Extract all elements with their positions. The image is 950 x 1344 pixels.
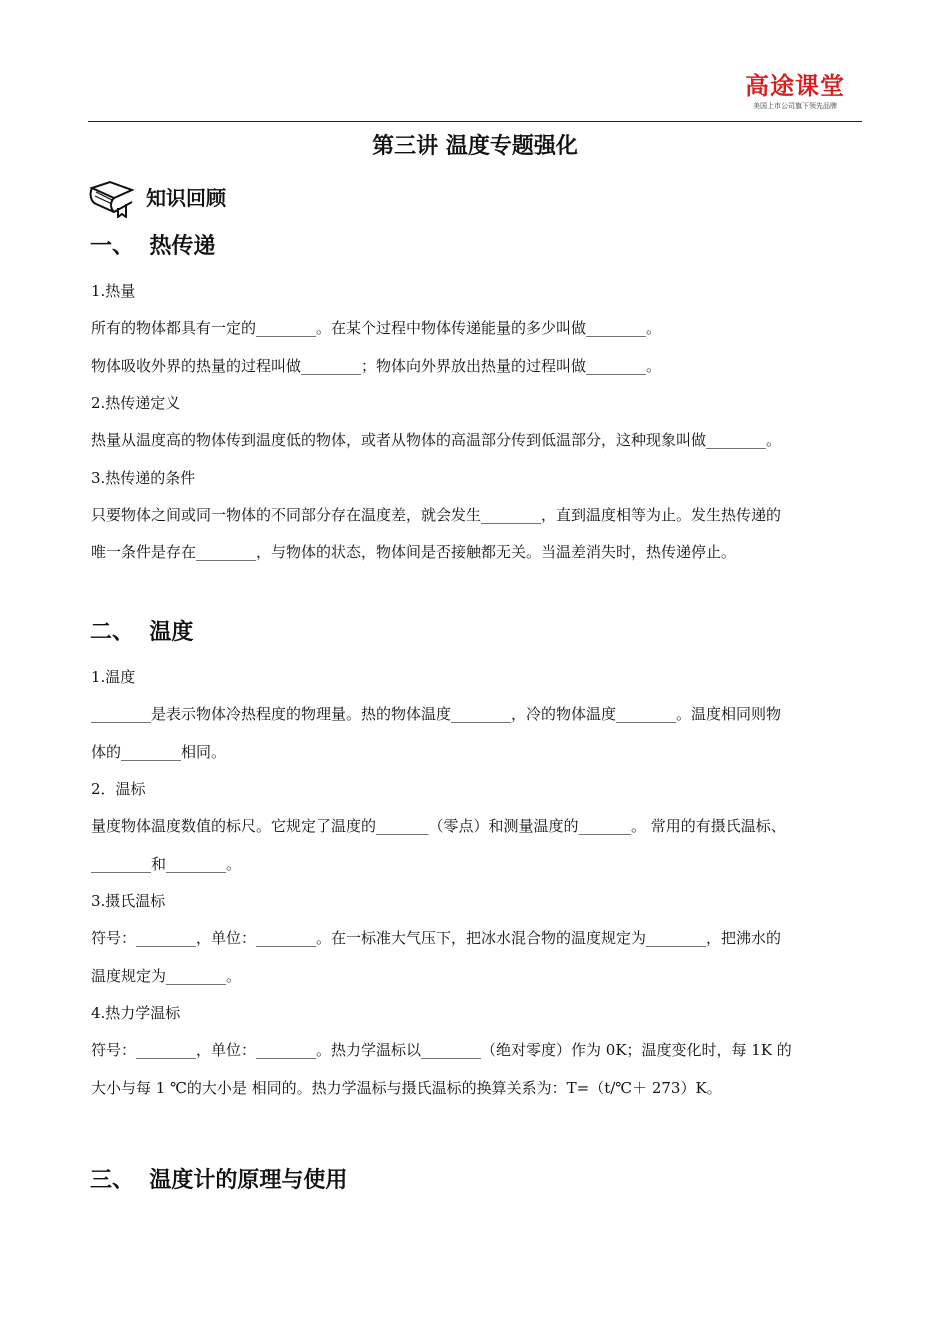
logo-main-text: 高途课堂 — [745, 72, 845, 100]
text-line: 2.热传递定义 — [91, 394, 181, 412]
text-line: 1.热量 — [91, 282, 136, 300]
text-line: 2．温标 — [91, 780, 146, 798]
text-line: ________和________。 — [91, 855, 242, 873]
text-line: 1.温度 — [91, 668, 136, 686]
text-line: 符号：________，单位：________。在一标准大气压下，把冰水混合物的温度规定为________，把沸水的 — [91, 929, 782, 947]
text-line: 4.热力学温标 — [91, 1004, 181, 1022]
text-line: 符号：________，单位：________。热力学温标以________（绝对零度）作为 0K；温度变化时，每 1K 的 — [91, 1041, 792, 1059]
page-title: 第三讲 温度专题强化 — [372, 134, 578, 159]
text-line: 只要物体之间或同一物体的不同部分存在温度差，就会发生________，直到温度相等为止。发生热传递的 — [91, 506, 782, 524]
text-line: 所有的物体都具有一定的________。在某个过程中物体传递能量的多少叫做________。 — [91, 319, 662, 337]
text-line: 量度物体温度数值的标尺。它规定了温度的_______（零点）和测量温度的_______。 常用的有摄氏温标、 — [91, 817, 786, 835]
knowledge-review-header — [88, 174, 226, 218]
text-line: 3.热传递的条件 — [91, 469, 196, 487]
section-heading-temperature: 二、 温度 — [90, 620, 194, 645]
text-line: 温度规定为________。 — [91, 967, 242, 985]
section-heading-thermometer: 三、 温度计的原理与使用 — [90, 1168, 348, 1193]
text-line: 大小与每 1 ℃的大小是 相同的。热力学温标与摄氏温标的换算关系为：T=（t/℃＋ 273）K。 — [91, 1079, 722, 1097]
brand-logo — [740, 72, 850, 111]
text-line: 3.摄氏温标 — [91, 892, 166, 910]
logo-tagline: 美国上市公司旗下领先品牌 — [753, 102, 837, 110]
header-divider — [88, 121, 862, 122]
text-line: ________是表示物体冷热程度的物理量。热的物体温度________，冷的物体温度________。温度相同则物 — [91, 705, 782, 723]
text-line: 体的________相同。 — [91, 743, 227, 761]
text-line: 唯一条件是存在________，与物体的状态，物体间是否接触都无关。当温差消失时，热传递停止。 — [91, 543, 737, 561]
section-heading-heat-transfer: 一、 热传递 — [90, 234, 216, 259]
book-icon — [88, 174, 136, 218]
review-label: 知识回顾 — [146, 185, 226, 210]
text-line: 热量从温度高的物体传到温度低的物体，或者从物体的高温部分传到低温部分，这种现象叫做________。 — [91, 431, 782, 449]
text-line: 物体吸收外界的热量的过程叫做________；物体向外界放出热量的过程叫做________。 — [91, 357, 662, 375]
